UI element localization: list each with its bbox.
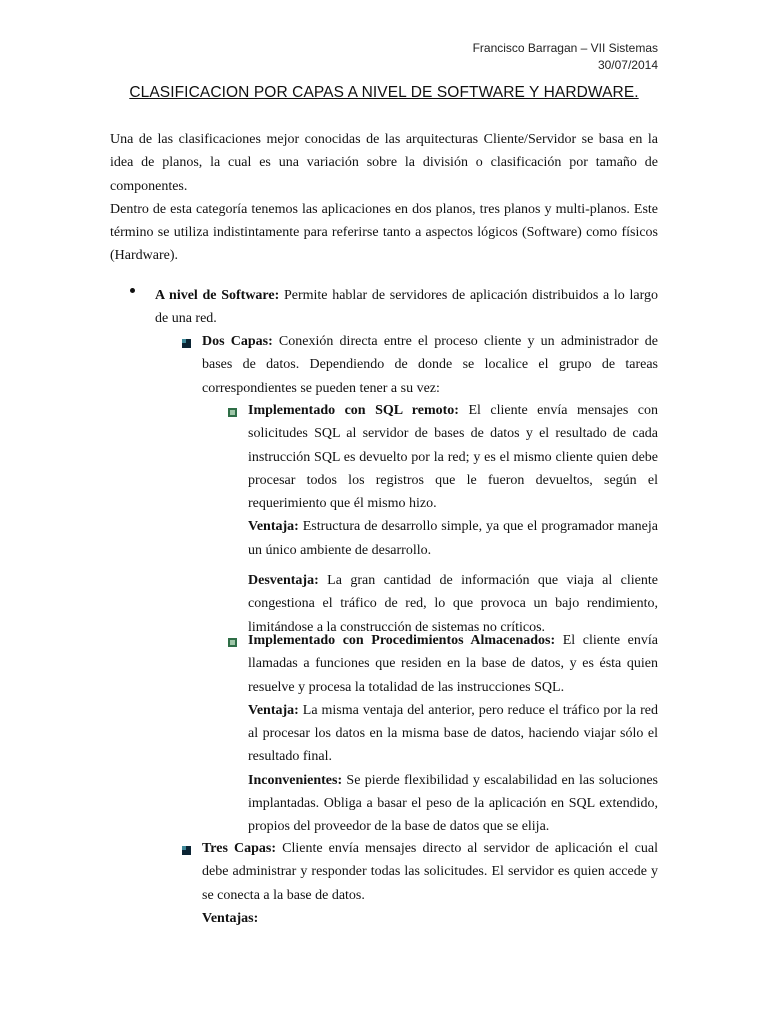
procedimientos-text: El cliente envía llamadas a funciones que residen en la base de datos, y es ésta quien resuelve y procesa la totalidad de las instrucciones SQL. <box>248 633 658 695</box>
square-bullet-icon <box>228 408 237 417</box>
dos-capas-label: Dos Capas: <box>202 334 273 349</box>
sql-remoto-label: Implementado con SQL remoto: <box>248 403 459 418</box>
procedimientos-ventaja-text: La misma ventaja del anterior, pero reduce el tráfico por la red al procesar los datos en la misma base de datos, haciendo viajar sólo el resultado final. <box>248 702 658 765</box>
sql-remoto-desventaja-text: La gran cantidad de información que viaja al cliente congestiona el tráfico de red, lo que provoca un bajo rendimiento, limitándose a la construcción de sistemas no críticos. <box>248 573 658 635</box>
intro-paragraph-1: Una de las clasificaciones mejor conocidas de las arquitecturas Cliente/Servidor se basa en la idea de planos, la cual es una variación sobre la división o clasificación por tamaño de componentes. <box>110 132 658 194</box>
sql-remoto-text: El cliente envía mensajes con solicitudes SQL al servidor de bases de datos y el resultado de cada instrucción SQL es devuelto por la red; y es el mismo cliente quien debe procesar todos los registros que le fueron devueltos, según el requerimiento que él mismo hizo. <box>248 403 658 512</box>
dos-capas-item <box>202 330 658 400</box>
sql-remoto-ventaja-text: Estructura de desarrollo simple, ya que el programador maneja un único ambiente de desarrollo. <box>248 519 658 558</box>
sql-remoto-item <box>248 399 658 639</box>
tres-capas-item <box>202 837 658 930</box>
procedimientos-inconv-label: Inconvenientes: <box>248 772 343 788</box>
software-text: Permite hablar de servidores de aplicación distribuidos a lo largo de una red. <box>155 288 659 327</box>
sql-remoto-desventaja-label: Desventaja: <box>248 573 319 589</box>
intro-section <box>110 128 658 268</box>
procedimientos-ventaja-label: Ventaja: <box>248 702 299 718</box>
page-title: CLASIFICACION POR CAPAS A NIVEL DE SOFTWARE Y HARDWARE. <box>129 84 639 101</box>
header-author: Francisco Barragan – VII Sistemas <box>472 41 658 55</box>
procedimientos-label: Implementado con Procedimientos Almacenados: <box>248 633 556 648</box>
sql-remoto-ventaja-label: Ventaja: <box>248 519 299 535</box>
square-bullet-icon <box>182 339 191 348</box>
header-date: 30/07/2014 <box>597 58 658 72</box>
dos-capas-text: Conexión directa entre el proceso cliente y un administrador de bases de datos. Dependiendo de donde se localice el grupo de tareas correspondientes se pueden tener a su vez: <box>202 334 658 396</box>
software-label: A nivel de Software: <box>155 288 280 303</box>
page-header <box>473 40 658 74</box>
intro-paragraph-2: Dentro de esta categoría tenemos las aplicaciones en dos planos, tres planos y multi-planos. Este término se utiliza indistintamente para referirse tanto a aspectos lógicos (Software) como físicos (Hardware). <box>110 201 658 264</box>
software-item <box>155 284 658 331</box>
tres-capas-text: Cliente envía mensajes directo al servidor de aplicación el cual debe administrar y responder todas las solicitudes. El servidor es quien accede y se conecta a la base de datos. <box>202 841 659 903</box>
bullet-dot-icon <box>130 288 135 293</box>
square-bullet-icon <box>182 846 191 855</box>
procedimientos-item <box>248 629 658 839</box>
tres-capas-label: Tres Capas: <box>202 841 277 856</box>
tres-capas-ventajas-label: Ventajas: <box>202 910 259 926</box>
procedimientos-inconv-text: Se pierde flexibilidad y escalabilidad en las soluciones implantadas. Obliga a basar el peso de la aplicación en SQL extendido, propios del proveedor de la base de datos que se elija. <box>248 772 658 835</box>
square-bullet-icon <box>228 638 237 647</box>
